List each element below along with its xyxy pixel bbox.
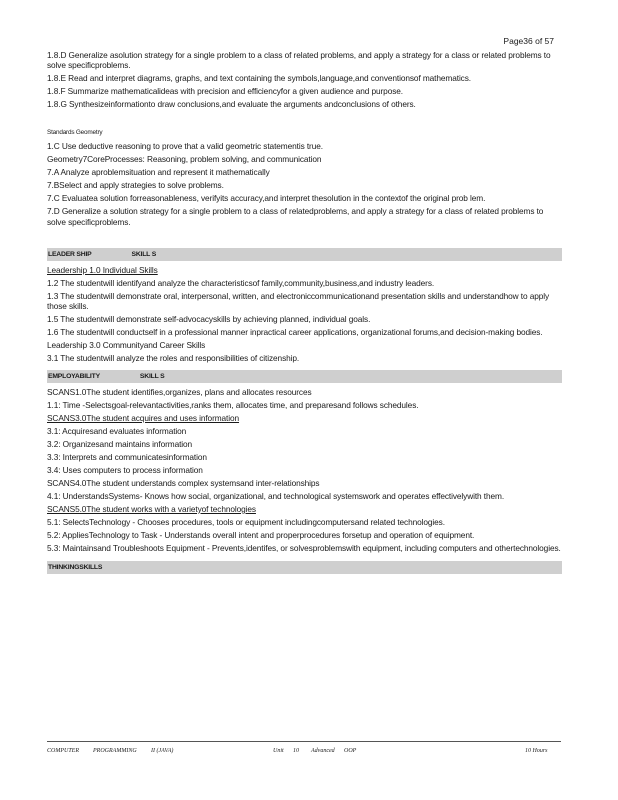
footer-unit-number: 10 — [293, 748, 299, 754]
footer-course: COMPUTER — [47, 748, 79, 754]
leadership-bar-left: LEADER SHIP — [48, 251, 92, 259]
leadership-item-1-2: 1.2 The studentwill identifyand analyze the characteristicsof family,community,business,and industry leaders. — [47, 278, 435, 289]
scans-3-heading: SCANS3.0The student acquires and uses information — [47, 412, 240, 423]
math-standard-1-8-f: 1.8.F Summarize mathematicalideas with precision and efficiencyfor a given audience and purpose. — [47, 86, 403, 97]
page-footer — [47, 741, 561, 754]
employability-bar-left: EMPLOYABILITY — [48, 372, 100, 380]
scans-1-heading: SCANS1.0The student identifies,organizes, plans and allocates resources — [47, 386, 312, 397]
scans-5-heading: SCANS5.0The student works with a varietyof technologies — [47, 503, 256, 514]
thinking-skills-section-bar — [47, 561, 562, 574]
scans-4-1: 4.1: UnderstandsSystems- Knows how social, organizational, and technological systemswork and operates effectivelywith them. — [47, 490, 505, 501]
scans-1-1: 1.1: Time -Selectsgoal-relevantactivities,ranks them, allocates time, and preparesand follows schedules. — [47, 399, 419, 410]
leadership-item-1-6: 1.6 The studentwill conductself in a professional manner inpractical career applications, organizational forums,and decision-making bodies. — [47, 327, 543, 338]
scans-4-heading: SCANS4.0The student understands complex systemsand inter-relationships — [47, 477, 320, 488]
page-number: Page36 of 57 — [503, 36, 554, 46]
scans-5-2: 5.2: AppliesTechnology to Task - Understands overall intent and properprocedures forsetup and operation of equipment. — [47, 529, 475, 540]
leadership-heading-1: Leadership 1.0 Individual Skills — [47, 265, 158, 276]
leadership-section-bar — [47, 248, 562, 261]
geometry-standard-7b: 7.BSelect and apply strategies to solve problems. — [47, 180, 224, 191]
footer-level: II (JAVA) — [151, 748, 174, 754]
math-standard-1-8-d: 1.8.D Generalize asolution strategy for a single problem to a class of related problems, and apply a strategy for a class or related problems to solve specificproblems. — [47, 50, 551, 71]
geometry-standard-1c: 1.C Use deductive reasoning to prove that a valid geometric statementis true. — [47, 141, 323, 152]
thinking-bar-left: THINKINGSKILLS — [48, 564, 103, 572]
geometry-standard-7c: 7.C Evaluatea solution forreasonableness, verifyits accuracy,and interpret thesolution in the contextof the original prob lem. — [47, 193, 486, 204]
scans-5-1: 5.1: SelectsTechnology - Chooses procedures, tools or equipment includingcomputersand related technologies. — [47, 516, 445, 527]
footer-hours: 10 Hours — [525, 748, 548, 754]
math-standard-1-8-e: 1.8.E Read and interpret diagrams, graphs, and text containing the symbols,language,and conventionsof mathematics. — [47, 73, 471, 84]
geometry-standard-7d: 7.D Generalize a solution strategy for a single problem to a class of relatedproblems, and apply a strategy for a class of related problems to solve specificproblems. — [47, 206, 544, 227]
scans-5-3: 5.3: Maintainsand Troubleshoots Equipment - Prevents,identifes, or solvesproblemswith equipment, including computers and othertechnologies. — [47, 542, 561, 553]
employability-bar-right: SKILL S — [139, 372, 165, 380]
footer-unit: Unit — [273, 748, 284, 754]
footer-advanced: Advanced — [311, 748, 335, 754]
scans-3-1: 3.1: Acquiresand evaluates information — [47, 425, 187, 436]
geometry-standard-7a: 7.A Analyze aproblemsituation and represent it mathematically — [47, 167, 270, 178]
scans-3-2: 3.2: Organizesand maintains information — [47, 438, 193, 449]
leadership-item-1-3: 1.3 The studentwill demonstrate oral, interpersonal, written, and electroniccommunicationand presentation skills and understandhow to apply those skills. — [47, 291, 550, 312]
leadership-bar-right: SKILL S — [131, 251, 157, 259]
leadership-heading-3: Leadership 3.0 Communityand Career Skills — [47, 340, 206, 351]
scans-3-3: 3.3: Interprets and communicatesinformation — [47, 451, 207, 462]
leadership-item-1-5: 1.5 The studentwill demonstrate self-advocacyskills by achieving planned, individual goals. — [47, 314, 371, 325]
scans-3-4: 3.4: Uses computers to process information — [47, 464, 203, 475]
footer-programming: PROGRAMMING — [93, 748, 137, 754]
employability-section-bar — [47, 370, 562, 383]
leadership-item-3-1: 3.1 The studentwill analyze the roles and responsibilities of citizenship. — [47, 353, 300, 364]
footer-oop: OOP — [344, 748, 357, 754]
geometry-core-processes: Geometry7CoreProcesses: Reasoning, problem solving, and communication — [47, 154, 322, 165]
math-standard-1-8-g: 1.8.G Synthesizeinformationto draw conclusions,and evaluate the arguments andconclusions of others. — [47, 99, 416, 110]
document-body — [47, 50, 561, 578]
geometry-label: Standards Geometry — [47, 128, 103, 136]
